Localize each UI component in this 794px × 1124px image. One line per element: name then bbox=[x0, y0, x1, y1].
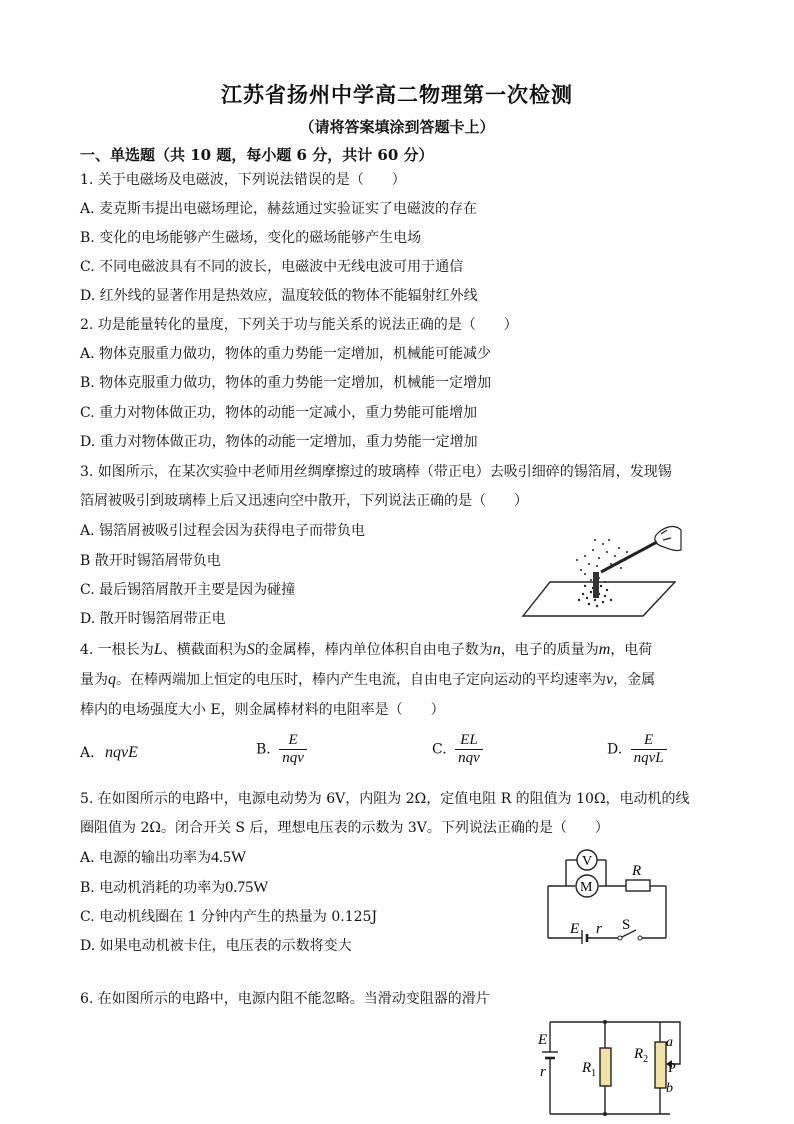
q4-option-c-label: C. bbox=[432, 741, 447, 758]
q6-circuit-figure bbox=[530, 1016, 700, 1120]
q4-stem-line3: 棒内的电场强度大小 E，则金属棒材料的电阻率是（ ） bbox=[80, 702, 445, 718]
q4-option-b-numerator: E bbox=[279, 732, 307, 750]
q4-text-1a: 4. 一根长为 bbox=[80, 642, 154, 658]
q4-option-d bbox=[607, 732, 667, 767]
q4-option-a bbox=[80, 744, 138, 762]
q3-option-d: D. 散开时锡箔屑带正电 bbox=[80, 611, 226, 627]
resistor-R1-symbol bbox=[600, 1048, 611, 1086]
q6-fig-label-R2-sub: 2 bbox=[643, 1054, 649, 1065]
page-subtitle: （请将答案填涂到答题卡上） bbox=[299, 118, 495, 136]
q6-fig-label-r: r bbox=[540, 1064, 546, 1080]
q1-option-b: B. 变化的电场能够产生磁场，变化的磁场能够产生电场 bbox=[80, 230, 422, 246]
q4-option-c-fraction bbox=[455, 732, 483, 767]
q4-option-b-denominator: nqv bbox=[282, 750, 304, 766]
glass-rod bbox=[601, 542, 657, 572]
rheostat-R2-symbol bbox=[655, 1042, 666, 1088]
q4-option-a-label: A. bbox=[80, 745, 95, 761]
q5-option-a bbox=[80, 849, 246, 867]
q6-fig-label-a: a bbox=[666, 1035, 673, 1050]
q6-fig-label-b: b bbox=[666, 1081, 673, 1096]
q4-var-L: L bbox=[153, 641, 163, 658]
q4-option-c bbox=[432, 732, 483, 767]
q4-stem-line2 bbox=[80, 671, 655, 689]
q5-stem-line2: 圈阻值为 2Ω。闭合开关 S 后，理想电压表的示数为 3V。下列说法正确的是（ ） bbox=[80, 820, 609, 836]
q4-option-d-denominator: nqvL bbox=[633, 750, 664, 766]
q4-var-v: v bbox=[606, 671, 614, 688]
q2-option-d: D. 重力对物体做正功，物体的动能一定增加，重力势能一定增加 bbox=[80, 434, 478, 450]
q4-text-1c: 的金属棒，棒内单位体积自由电子数为 bbox=[254, 642, 493, 658]
resistor-R-symbol bbox=[626, 880, 650, 891]
q6-fig-label-R2-main: R bbox=[634, 1046, 644, 1062]
q1-option-d: D. 红外线的显著作用是热效应，温度较低的物体不能辐射红外线 bbox=[80, 288, 478, 304]
q4-text-2c: ，金属 bbox=[613, 672, 656, 688]
page-title: 江苏省扬州中学高二物理第一次检测 bbox=[221, 82, 573, 107]
q4-stem-line1 bbox=[80, 641, 652, 659]
q4-text-2a: 量为 bbox=[80, 672, 108, 688]
q4-option-d-fraction bbox=[631, 732, 667, 767]
q4-text-1e: ，电荷 bbox=[610, 642, 653, 658]
q5-fig-label-r: r bbox=[596, 921, 602, 937]
q5-option-c: C. 电动机线圈在 1 分钟内产生的热量为 0.125J bbox=[80, 909, 378, 925]
q4-var-q: q bbox=[108, 671, 116, 688]
q3-option-b: B 散开时锡箔屑带负电 bbox=[80, 553, 221, 569]
q5-circuit-figure bbox=[540, 844, 675, 944]
q2-option-c: C. 重力对物体做正功，物体的动能一定减小，重力势能可能增加 bbox=[80, 405, 478, 421]
hand-outline bbox=[655, 527, 681, 551]
q6-fig-label-R1-main: R bbox=[582, 1060, 592, 1076]
q4-var-S: S bbox=[246, 641, 255, 658]
q6-fig-label-P: P bbox=[668, 1061, 676, 1076]
section-heading: 一、单选题（共 10 题，每小题 6 分，共计 60 分） bbox=[80, 146, 434, 164]
q4-text-1d: ，电子的质量为 bbox=[500, 642, 599, 658]
q4-option-a-expr: nqvE bbox=[105, 744, 138, 761]
q6-fig-label-R2 bbox=[633, 1046, 648, 1065]
q4-option-b bbox=[256, 732, 307, 767]
q5-fig-label-S: S bbox=[622, 917, 631, 933]
q5-option-a-value: 4.5W bbox=[211, 849, 247, 866]
q5-option-b-value: 0.75W bbox=[225, 879, 269, 896]
q4-option-c-denominator: nqv bbox=[458, 750, 480, 766]
q1-stem: 1. 关于电磁场及电磁波，下列说法错误的是（ ） bbox=[80, 172, 406, 188]
q5-fig-label-R: R bbox=[632, 863, 642, 879]
q6-fig-label-E: E bbox=[538, 1032, 548, 1048]
q6-fig-label-R1-sub: 1 bbox=[591, 1068, 597, 1079]
q3-option-c: C. 最后锡箔屑散开主要是因为碰撞 bbox=[80, 582, 296, 598]
q5-option-b-text: B. 电动机消耗的功率为 bbox=[80, 880, 226, 896]
q1-option-c: C. 不同电磁波具有不同的波长，电磁波中无线电波可用于通信 bbox=[80, 259, 464, 275]
q2-option-a: A. 物体克服重力做功，物体的重力势能一定增加，机械能可能减少 bbox=[80, 346, 492, 362]
q2-stem: 2. 功是能量转化的量度，下列关于功与能关系的说法正确的是（ ） bbox=[80, 317, 518, 333]
q6-fig-label-R1 bbox=[581, 1060, 596, 1079]
q5-stem-line1: 5. 在如图所示的电路中，电源电动势为 6V，内阻为 2Ω，定值电阻 R 的阻值为 10Ω，电动机的线 bbox=[80, 791, 690, 807]
q4-var-m: m bbox=[598, 641, 611, 658]
q5-option-a-text: A. 电源的输出功率为 bbox=[80, 850, 212, 866]
q3-stem-line1: 3. 如图所示，在某次实验中老师用丝绸摩擦过的玻璃棒（带正电）去吸引细碎的锡箔屑，发现锡 bbox=[80, 464, 672, 480]
q4-option-c-numerator: EL bbox=[455, 732, 483, 750]
q4-option-b-label: B. bbox=[256, 741, 271, 758]
q4-option-d-numerator: E bbox=[631, 732, 667, 750]
q4-text-2b: 。在棒两端加上恒定的电压时，棒内产生电流，自由电子定向运动的平均速率为 bbox=[116, 672, 606, 688]
q4-var-n: n bbox=[492, 641, 501, 658]
q5-fig-label-M: M bbox=[580, 880, 593, 895]
glass-rod-figure bbox=[515, 512, 685, 624]
q5-option-d: D. 如果电动机被卡住，电压表的示数将变大 bbox=[80, 938, 352, 954]
q3-stem-line2: 箔屑被吸引到玻璃棒上后又迅速向空中散开，下列说法正确的是（ ） bbox=[80, 493, 528, 509]
q4-option-d-label: D. bbox=[607, 741, 623, 758]
q6-stem-line1: 6. 在如图所示的电路中，电源内阻不能忽略。当滑动变阻器的滑片 bbox=[80, 991, 490, 1007]
q4-text-1b: 、横截面积为 bbox=[162, 642, 247, 658]
q1-option-a: A. 麦克斯韦提出电磁场理论，赫兹通过实验证实了电磁波的存在 bbox=[80, 201, 478, 217]
q4-option-b-fraction bbox=[279, 732, 307, 767]
q3-option-a: A. 锡箔屑被吸引过程会因为获得电子而带负电 bbox=[80, 523, 366, 539]
q5-fig-label-V: V bbox=[582, 854, 593, 869]
q5-fig-label-E: E bbox=[570, 921, 580, 937]
q2-option-b: B. 物体克服重力做功，物体的重力势能一定增加，机械能一定增加 bbox=[80, 375, 492, 391]
q5-option-b bbox=[80, 879, 268, 897]
